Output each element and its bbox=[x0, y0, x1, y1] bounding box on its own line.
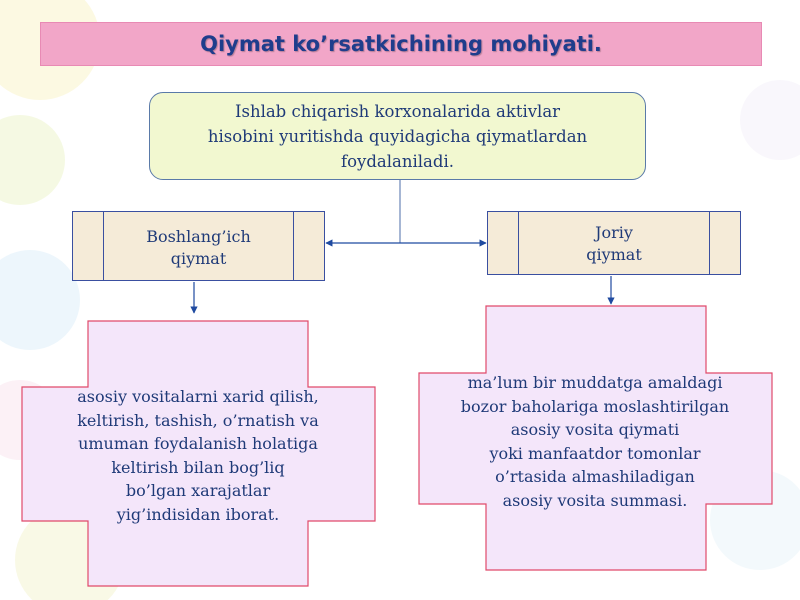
right-description: ma’lum bir muddatga amaldagi bozor baholariga moslashtirilgan asosiy vosita qiymati yoki manfaatdor tomonlar o’rtasida almashiladigan asosiy vosita summasi. bbox=[460, 373, 730, 510]
right-branch-box bbox=[487, 211, 741, 275]
left-description: asosiy vositalarni xarid qilish, keltirish, tashish, o’rnatish va umuman foydalanish holatiga keltirish bilan bog’liq bo’lgan xarajatlar yig’indisidan iborat. bbox=[77, 387, 319, 524]
left-branch-box bbox=[72, 211, 325, 281]
right-branch-label: Joriy qiymat bbox=[586, 223, 642, 264]
top-box-text: Ishlab chiqarish korxonalarida aktivlar hisobini yuritishda quyidagicha qiymatlardan foydalaniladi. bbox=[207, 101, 588, 171]
page-title: Qiymat ko’rsatkichining mohiyati. bbox=[200, 32, 602, 56]
left-branch-label: Boshlang’ich qiymat bbox=[146, 227, 251, 268]
